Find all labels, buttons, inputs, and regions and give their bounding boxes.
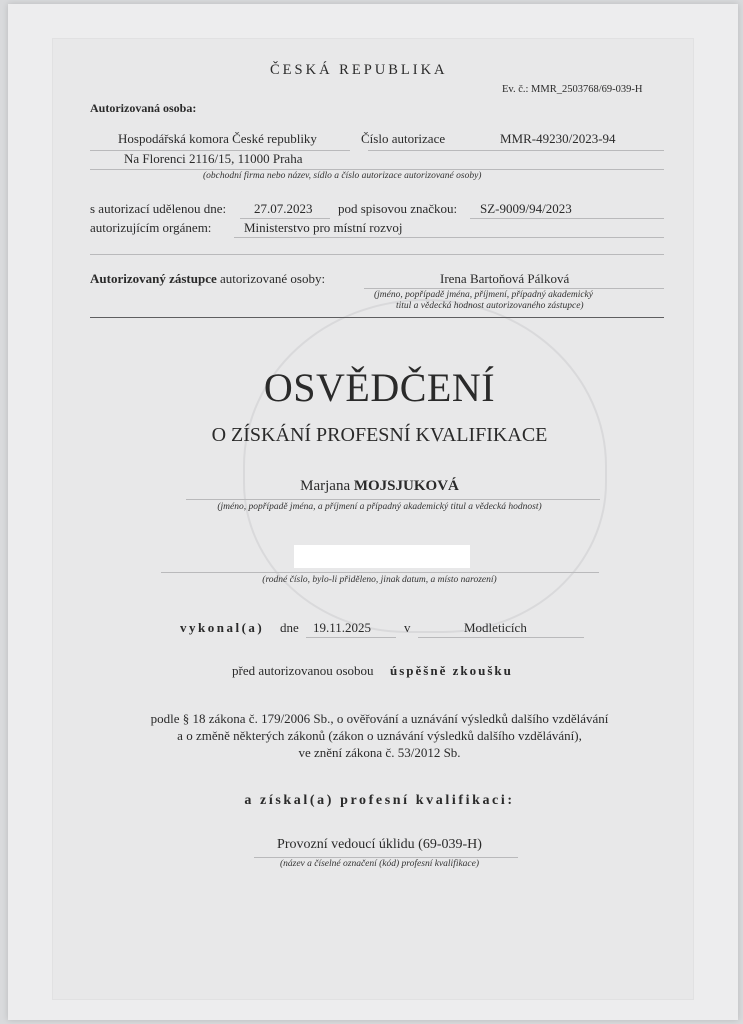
authorized-person-label: Autorizovaná osoba:: [90, 101, 197, 115]
field-underline: [90, 254, 664, 255]
representative-label-rest: autorizované osoby:: [220, 271, 326, 286]
field-underline: [240, 218, 330, 219]
authorized-person-name: Hospodářská komora České republiky: [118, 131, 317, 146]
holder-first-name: Marjana: [300, 478, 351, 494]
law-line-1: podle § 18 zákona č. 179/2006 Sb., o ověřování a uznávání výsledků dalšího vzdělávání: [150, 711, 609, 726]
redacted-birth-info: [294, 545, 470, 568]
certificate-frame: [52, 38, 694, 1000]
section-divider: [90, 317, 664, 318]
law-line-3: ve znění zákona č. 53/2012 Sb.: [298, 745, 461, 760]
granted-label: s autorizací udělenou dne:: [90, 201, 227, 216]
representative-caption-1: (jméno, popřípadě jména, příjmení, případný akademický: [374, 290, 593, 300]
field-underline: [161, 572, 599, 573]
country-heading: ČESKÁ REPUBLIKA: [270, 62, 448, 78]
field-underline: [470, 218, 664, 219]
granted-date: 27.07.2023: [254, 201, 313, 216]
representative-label: [90, 271, 325, 287]
evidence-number: Ev. č.: MMR_2503768/69-039-H: [502, 84, 643, 95]
authority-value: Ministerstvo pro místní rozvoj: [244, 220, 403, 235]
exam-date: 19.11.2025: [313, 620, 372, 635]
field-underline: [234, 237, 664, 238]
certificate-subtitle: O ZÍSKÁNÍ PROFESNÍ KVALIFIKACE: [211, 424, 548, 446]
exam-place: Modleticích: [464, 620, 527, 635]
holder-last-name: MOJSJUKOVÁ: [353, 478, 459, 494]
date-label: dne: [280, 620, 299, 635]
representative-name: Irena Bartoňová Pálková: [440, 271, 570, 286]
law-line-2: a o změně některých zákonů (zákon o uznávání výsledků dalšího vzdělávání),: [177, 728, 582, 743]
representative-caption-2: titul a vědecká hodnost autorizovaného zástupce): [396, 301, 584, 311]
field-underline: [368, 150, 664, 151]
field-underline: [364, 288, 664, 289]
qualification-caption: (název a číselné označení (kód) profesní kvalifikace): [279, 859, 480, 869]
authorized-person-caption: (obchodní firma nebo název, sídlo a číslo autorizace autorizované osoby): [203, 171, 482, 181]
authority-label: autorizujícím orgánem:: [90, 220, 212, 235]
file-number-label: pod spisovou značkou:: [338, 201, 458, 216]
certificate-page: [8, 4, 738, 1020]
auth-number-value: MMR-49230/2023-94: [500, 131, 616, 146]
auth-number-label: Číslo autorizace: [361, 131, 446, 146]
authorized-person-address: Na Florenci 2116/15, 11000 Praha: [124, 151, 303, 166]
holder-name: [8, 478, 743, 495]
file-number-value: SZ-9009/94/2023: [480, 201, 572, 216]
qualification-name: Provozní vedoucí úklidu (69-039-H): [277, 837, 482, 852]
field-underline: [186, 499, 600, 500]
birth-caption: (rodné číslo, bylo-li přiděleno, jinak datum, a místo narození): [262, 575, 497, 585]
place-label: v: [404, 620, 411, 635]
certificate-title: OSVĚDČENÍ: [263, 365, 496, 410]
before-text: před autorizovanou osobou: [232, 663, 374, 678]
success-text: úspěšně zkoušku: [390, 663, 513, 678]
field-underline: [254, 857, 518, 858]
field-underline: [306, 637, 396, 638]
performed-label: vykonal(a): [180, 620, 265, 635]
field-underline: [90, 169, 664, 170]
representative-label-bold: Autorizovaný zástupce: [90, 271, 217, 286]
holder-caption: (jméno, popřípadě jména, a příjmení a případný akademický titul a vědecká hodnost): [217, 502, 542, 512]
obtained-qualification-text: a získal(a) profesní kvalifikaci:: [244, 793, 515, 808]
field-underline: [418, 637, 584, 638]
